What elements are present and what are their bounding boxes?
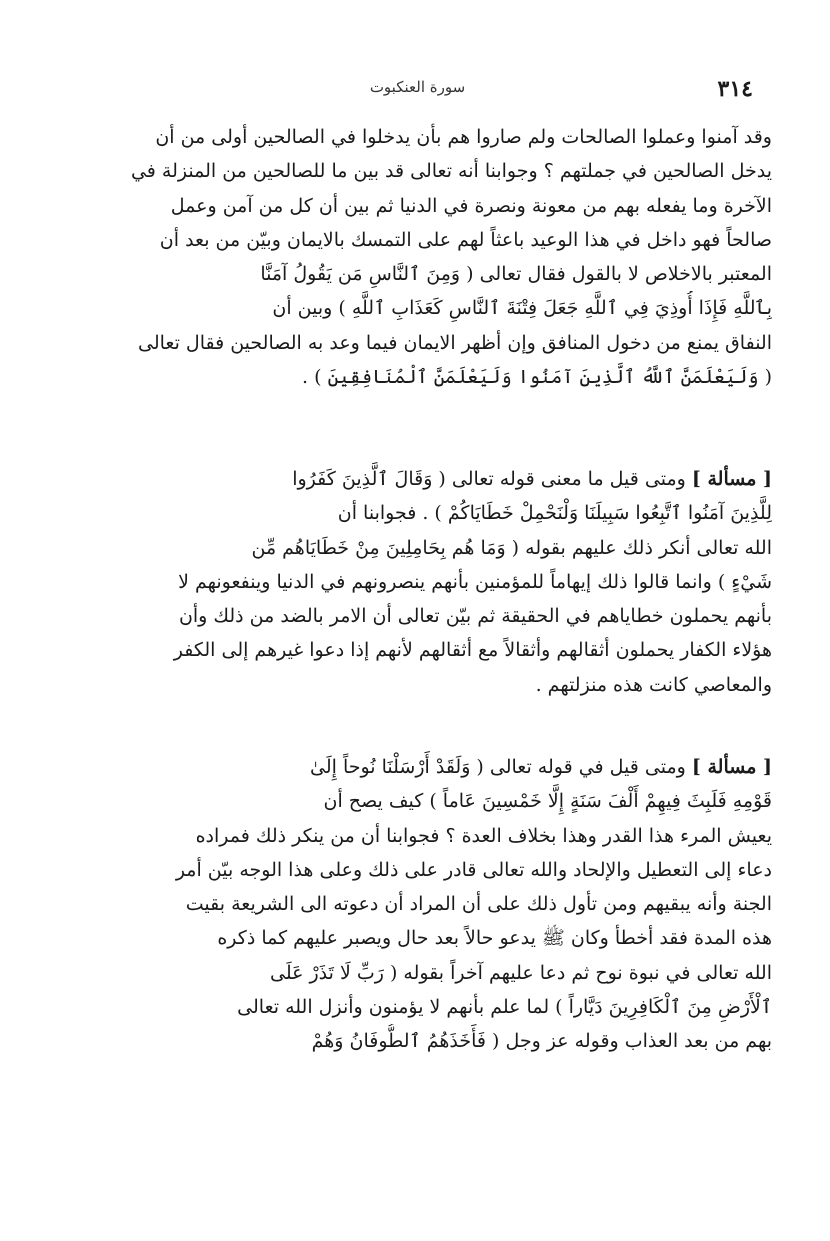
text-line-content: ومتى قيل في قوله تعالى ( وَلَقَدْ أَرْسَلْنَا نُوحاً إِلَىٰ xyxy=(310,756,686,778)
text-line: الله تعالى أنكر ذلك عليهم بقوله ( وَمَا هُم بِحَامِلِينَ مِنْ خَطَايَاهُم مِّن xyxy=(251,536,772,559)
paragraph-1 xyxy=(60,120,772,394)
page-number: ٣١٤ xyxy=(717,76,753,102)
text-line: دعاء إلى التعطيل والإلحاد والله تعالى قادر على ذلك وعلى هذا الوجه بيّن أمر xyxy=(175,858,772,881)
section-label: [ مسألة ] xyxy=(691,468,772,490)
text-line: ( وَلَيَعْلَمَنَّ ٱللَّهُ ٱلَّذِينَ آمَنُوا وَلَيَعْلَمَنَّ ٱلْمُنَافِقِينَ ) . xyxy=(302,366,772,389)
text-line: ٱلْأَرْضِ مِنَ ٱلْكَافِرِينَ دَيَّاراً ) لما علم بأنهم لا يؤمنون وأنزل الله تعالى xyxy=(237,996,772,1019)
text-line-content: ومتى قيل ما معنى قوله تعالى ( وَقَالَ ٱلَّذِينَ كَفَرُوا xyxy=(292,468,686,490)
text-line: الآخرة وما يفعله بهم من معونة ونصرة في الدنيا ثم بين أن كل من آمن وعمل xyxy=(170,194,772,217)
text-line: يدخل الصالحين في جملتهم ؟ وجوابنا أنه تعالى قد بين ما للصالحين من المنزلة في xyxy=(130,160,772,183)
text-line: بأنهم يحملون خطاياهم في الحقيقة ثم بيّن تعالى أن الامر بالضد من ذلك وأن xyxy=(178,605,772,628)
text-line: النفاق يمنع من دخول المنافق وإن أظهر الايمان فيما وعد به الصالحين فقال تعالى xyxy=(137,331,772,354)
text-line: والمعاصي كانت هذه منزلتهم . xyxy=(535,673,772,696)
text-line xyxy=(60,462,772,496)
text-line: بهم من بعد العذاب وقوله عز وجل ( فَأَخَذَهُمُ ٱلطُّوفَانُ وَهُمْ xyxy=(311,1030,772,1053)
text-line: يعيش المرء هذا القدر وهذا بخلاف العدة ؟ فجوابنا أن من ينكر ذلك فمراده xyxy=(195,824,772,847)
text-line: الله تعالى في نبوة نوح ثم دعا عليهم آخراً بقوله ( رَبِّ لَا تَذَرْ عَلَى xyxy=(269,961,772,984)
text-line: وقد آمنوا وعملوا الصالحات ولم صاروا هم بأن يدخلوا في الصالحين أولى من أن xyxy=(155,126,772,148)
text-line xyxy=(60,750,772,784)
text-line: هذه المدة فقد أخطأ وكان ﷺ يدعو حالاً بعد حال ويصبر عليهم كما ذكره xyxy=(217,927,772,950)
running-title: سورة العنكبوت xyxy=(369,78,466,96)
text-line: قَوْمِهِ فَلَبِثَ فِيهِمْ أَلْفَ سَنَةٍ إِلَّا خَمْسِينَ عَاماً ) كيف يصح أن xyxy=(323,790,772,813)
page-header xyxy=(60,70,775,106)
text-line: الجنة وأنه يبقيهم ومن تأول ذلك على أن المراد أن دعوته الى الشريعة بقيت xyxy=(185,893,772,916)
text-line: شَيْءٍ ) وانما قالوا ذلك إيهاماً للمؤمنين بأنهم ينصرونهم في الدنيا وينفعونهم لا xyxy=(178,570,772,593)
text-line: صالحاً فهو داخل في هذا الوعيد باعثاً لهم على التمسك بالايمان وبيّن من بعد أن xyxy=(159,228,772,251)
section-label: [ مسألة ] xyxy=(691,756,772,778)
paragraph-3 xyxy=(60,750,772,1059)
text-line: هؤلاء الكفار يحملون أثقالهم وأثقالاً مع أثقالهم لأنهم إذا دعوا غيرهم إلى الكفر xyxy=(173,639,772,662)
text-line: بِٱللَّهِ فَإِذَا أُوذِيَ فِي ٱللَّهِ جَعَلَ فِتْنَةَ ٱلنَّاسِ كَعَذَابِ ٱللَّهِ ) وبين أن xyxy=(272,297,772,320)
paragraph-2 xyxy=(60,462,772,702)
text-line: المعتبر بالاخلاص لا بالقول فقال تعالى ( وَمِنَ ٱلنَّاسِ مَن يَقُولُ آمَنَّا xyxy=(260,263,772,286)
text-line: لِلَّذِينَ آمَنُوا ٱتَّبِعُوا سَبِيلَنَا وَلْنَحْمِلْ خَطَايَاكُمْ ) . فجوابنا أن xyxy=(337,502,772,525)
